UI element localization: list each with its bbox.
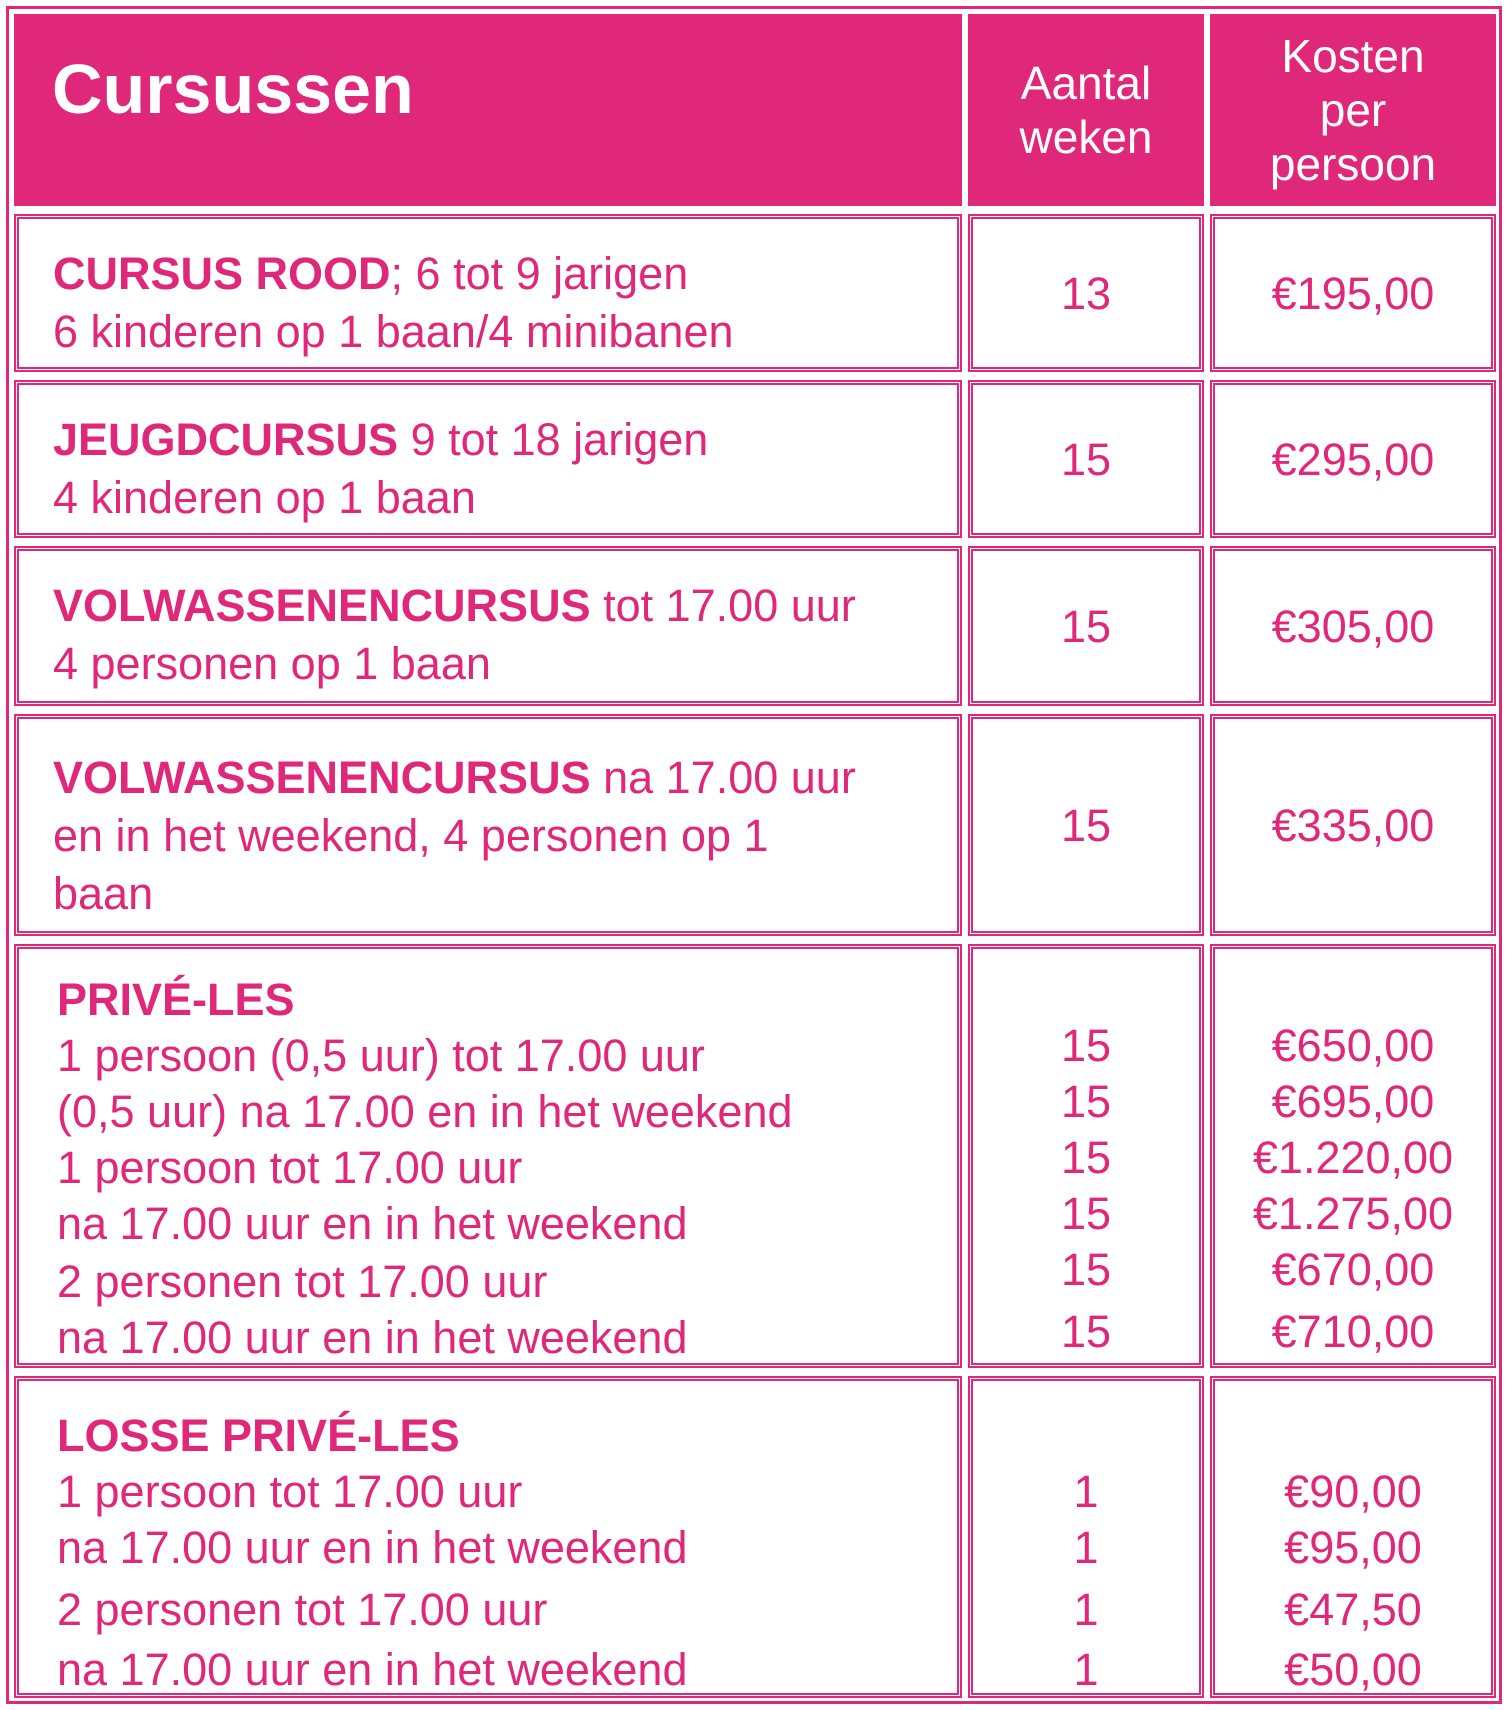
prive-line: na 17.00 uur en in het weekend <box>57 1312 688 1363</box>
course-name: VOLWASSENENCURSUS <box>53 580 591 631</box>
course-name: CURSUS ROOD <box>53 248 391 299</box>
cost-value: €335,00 <box>1271 799 1435 851</box>
course-detail: 4 kinderen op 1 baan <box>53 472 476 523</box>
course-volwassenen-dag <box>14 546 962 706</box>
weeks-value: 1 <box>1073 1584 1099 1635</box>
table-title: Cursussen <box>52 50 414 128</box>
course-time: na 17.00 uur <box>590 752 856 803</box>
course-detail: 4 personen op 1 baan <box>53 638 491 689</box>
cost-value: €305,00 <box>1271 600 1435 652</box>
weeks-value: 15 <box>1060 1076 1112 1127</box>
cost-cell <box>1210 714 1496 936</box>
losse-line: 2 personen tot 17.00 uur <box>57 1584 548 1635</box>
weeks-value: 15 <box>1060 799 1112 851</box>
cost-value: €650,00 <box>1271 1020 1435 1071</box>
weeks-cell <box>968 1376 1204 1698</box>
header-cost-line3: persoon <box>1269 138 1437 190</box>
cost-value: €50,00 <box>1284 1644 1422 1695</box>
losse-line: 1 persoon tot 17.00 uur <box>57 1466 523 1517</box>
cost-value: €195,00 <box>1271 267 1435 319</box>
weeks-value: 1 <box>1073 1522 1099 1573</box>
weeks-value: 15 <box>1060 1244 1112 1295</box>
course-age: 9 tot 18 jarigen <box>398 414 709 465</box>
cost-value: €710,00 <box>1271 1306 1435 1357</box>
weeks-value: 1 <box>1073 1644 1099 1695</box>
weeks-cell <box>968 380 1204 538</box>
prive-line: (0,5 uur) na 17.00 en in het weekend <box>57 1086 793 1137</box>
cost-value: €90,00 <box>1284 1466 1422 1517</box>
weeks-cell <box>968 944 1204 1368</box>
weeks-value: 15 <box>1060 1020 1112 1071</box>
weeks-cell <box>968 214 1204 372</box>
course-time: tot 17.00 uur <box>590 580 856 631</box>
cost-value: €295,00 <box>1271 433 1435 485</box>
weeks-value: 15 <box>1060 433 1112 485</box>
course-volwassenen-avond <box>14 714 962 936</box>
weeks-value: 15 <box>1060 600 1112 652</box>
weeks-value: 15 <box>1060 1188 1112 1239</box>
cost-value: €47,50 <box>1284 1584 1422 1635</box>
header-weeks-cell <box>968 14 1204 206</box>
prive-line: na 17.00 uur en in het weekend <box>57 1198 688 1249</box>
header-title-cell <box>14 14 962 206</box>
weeks-value: 15 <box>1060 1132 1112 1183</box>
cost-cell <box>1210 944 1496 1368</box>
header-cost-cell <box>1210 14 1496 206</box>
course-losse-prive-les <box>14 1376 962 1698</box>
header-cost-line1: Kosten <box>1281 30 1425 82</box>
cost-value: €1.220,00 <box>1252 1132 1454 1183</box>
course-detail: en in het weekend, 4 personen op 1 <box>53 810 769 861</box>
weeks-value: 13 <box>1060 267 1112 319</box>
weeks-value: 1 <box>1073 1466 1099 1517</box>
cost-cell <box>1210 380 1496 538</box>
prive-line: 2 personen tot 17.00 uur <box>57 1256 548 1307</box>
losse-line: na 17.00 uur en in het weekend <box>57 1644 688 1695</box>
prive-line: 1 persoon (0,5 uur) tot 17.00 uur <box>57 1030 705 1081</box>
course-prive-les <box>14 944 962 1368</box>
course-name: LOSSE PRIVÉ-LES <box>57 1410 460 1461</box>
cost-cell <box>1210 1376 1496 1698</box>
course-jeugdcursus <box>14 380 962 538</box>
weeks-value: 15 <box>1060 1306 1112 1357</box>
course-name: JEUGDCURSUS <box>53 414 399 465</box>
course-name: VOLWASSENENCURSUS <box>53 752 591 803</box>
cost-cell <box>1210 546 1496 706</box>
course-detail: baan <box>53 868 154 919</box>
header-weeks-line1: Aantal <box>1020 57 1152 109</box>
course-name: PRIVÉ-LES <box>57 974 295 1025</box>
course-cursus-rood <box>14 214 962 372</box>
cost-value: €695,00 <box>1271 1076 1435 1127</box>
weeks-cell <box>968 546 1204 706</box>
header-weeks-line2: weken <box>1019 111 1153 163</box>
weeks-cell <box>968 714 1204 936</box>
course-detail: 6 kinderen op 1 baan/4 minibanen <box>53 306 734 357</box>
prive-line: 1 persoon tot 17.00 uur <box>57 1142 523 1193</box>
cost-value: €95,00 <box>1284 1522 1422 1573</box>
cost-value: €670,00 <box>1271 1244 1435 1295</box>
course-age: ; 6 tot 9 jarigen <box>390 248 689 299</box>
header-cost-line2: per <box>1319 84 1387 136</box>
losse-line: na 17.00 uur en in het weekend <box>57 1522 688 1573</box>
cost-value: €1.275,00 <box>1252 1188 1454 1239</box>
cost-cell <box>1210 214 1496 372</box>
